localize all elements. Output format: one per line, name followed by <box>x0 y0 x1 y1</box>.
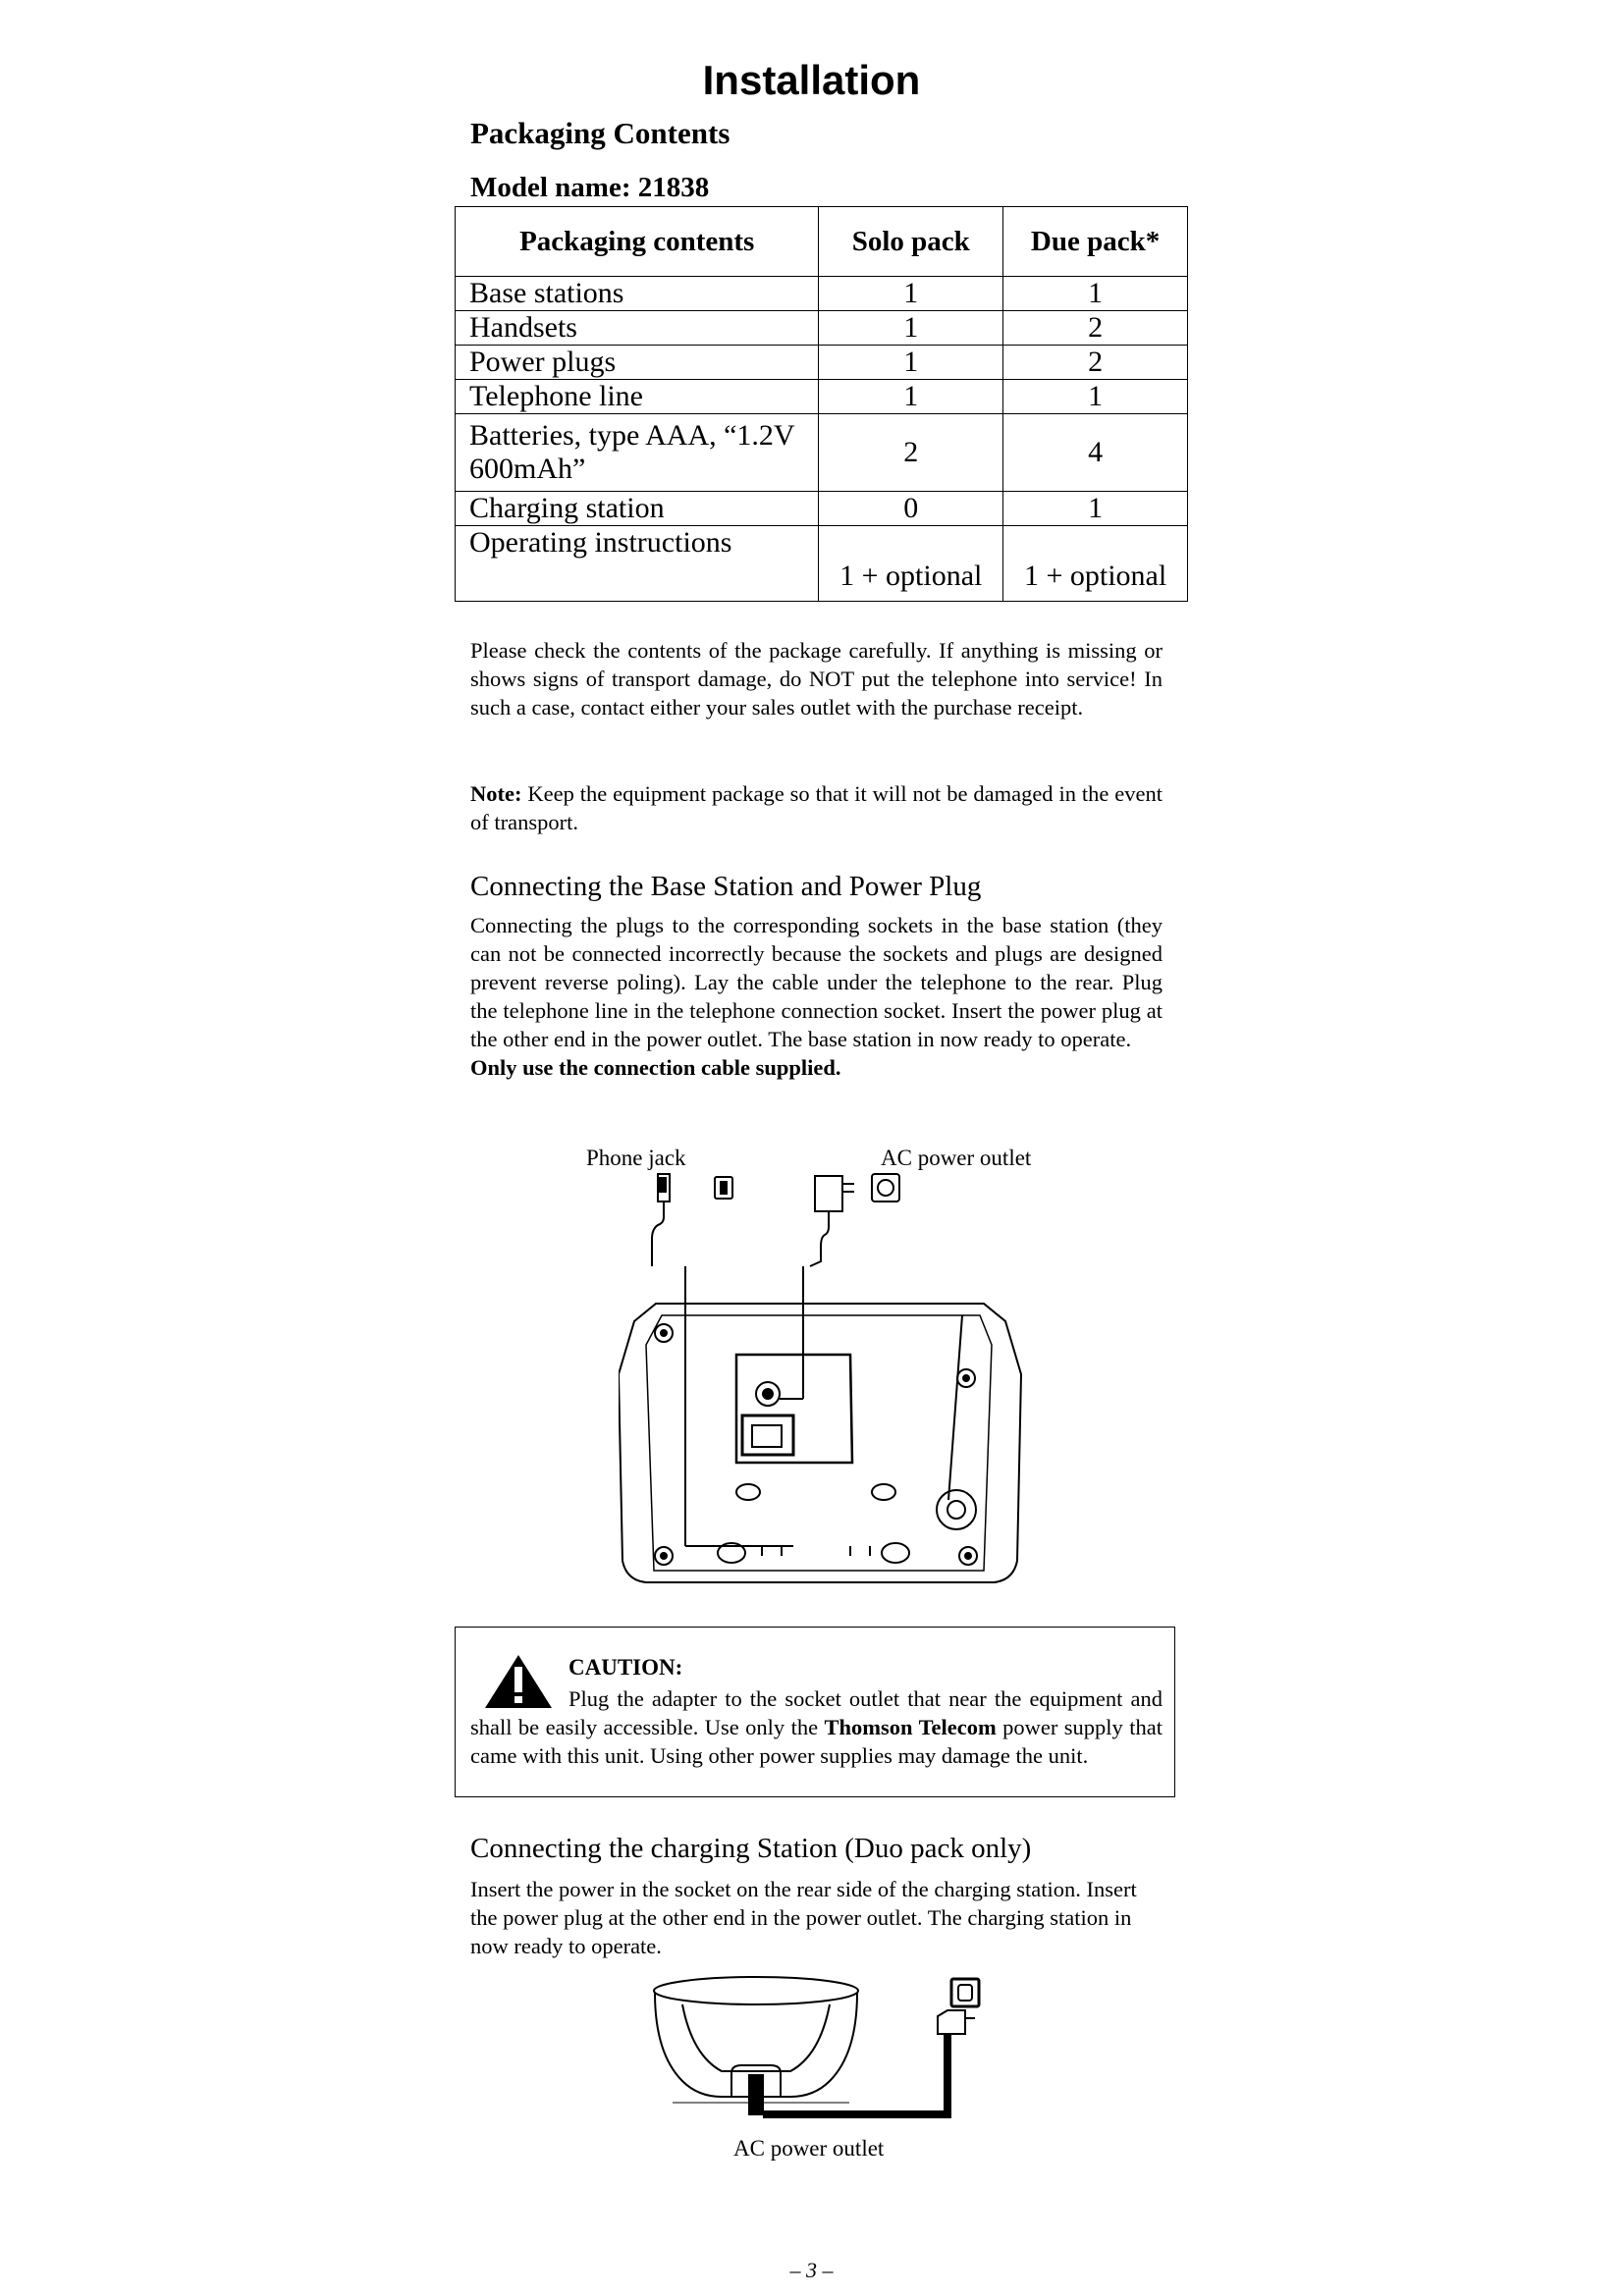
solo-cell: 0 <box>819 492 1003 526</box>
table-header-row <box>456 207 1188 277</box>
section-heading-packaging: Packaging Contents <box>470 116 730 150</box>
solo-cell: 2 <box>819 414 1003 492</box>
cable-warning: Only use the connection cable supplied. <box>470 1055 841 1080</box>
section-heading-charging-station: Connecting the charging Station (Duo pack only) <box>470 1833 1032 1864</box>
solo-cell: 1 + optional <box>819 526 1003 602</box>
note-text: Keep the equipment package so that it will not be damaged in the event of transport. <box>470 781 1163 834</box>
caution-text-part: Plug the adapter to the socket outlet that near the equipment and shall be easily accessible. Use only the <box>470 1686 1163 1739</box>
item-cell: Charging station <box>456 492 819 526</box>
item-cell: Batteries, type AAA, “1.2V 600mAh” <box>456 414 819 492</box>
table-row <box>456 380 1188 414</box>
column-header: Packaging contents <box>456 207 819 277</box>
item-cell: Power plugs <box>456 346 819 380</box>
charging-station-diagram <box>653 1975 992 2142</box>
table-row <box>456 277 1188 311</box>
table-row <box>456 492 1188 526</box>
item-cell: Telephone line <box>456 380 819 414</box>
check-contents-paragraph: Please check the contents of the package carefully. If anything is missing or shows signs of transport damage, do NOT put the telephone into service! In such a case, contact either your sales outlet with the purchase receipt. <box>470 638 1163 720</box>
section-heading-base-station: Connecting the Base Station and Power Plug <box>470 871 982 902</box>
table-row <box>456 311 1188 346</box>
column-header: Due pack* <box>1003 207 1188 277</box>
solo-cell: 1 <box>819 311 1003 346</box>
note-label: Note: <box>470 781 522 806</box>
base-station-diagram <box>619 1158 1031 1610</box>
note-paragraph <box>470 779 1163 836</box>
duo-cell: 1 <box>1003 380 1188 414</box>
duo-cell: 1 <box>1003 277 1188 311</box>
page-title: Installation <box>702 57 921 103</box>
item-cell: Base stations <box>456 277 819 311</box>
page-number: – 3 – <box>789 2258 834 2282</box>
label-charging-ac-outlet: AC power outlet <box>733 2136 885 2161</box>
duo-cell: 2 <box>1003 311 1188 346</box>
charging-station-paragraph: Insert the power in the socket on the rear side of the charging station. Insert the power plug at the other end in the power outlet. The charging station in now ready to operate. <box>470 1877 1137 1958</box>
caution-text <box>470 1684 1163 1770</box>
table-row <box>456 346 1188 380</box>
solo-cell: 1 <box>819 277 1003 311</box>
duo-cell: 2 <box>1003 346 1188 380</box>
caution-box <box>455 1627 1175 1797</box>
column-header: Solo pack <box>819 207 1003 277</box>
caution-text-part: power supply that came with this unit. Using other power supplies may damage the unit. <box>470 1715 1163 1768</box>
label-ac-power-outlet: AC power outlet <box>881 1146 1032 1170</box>
item-cell: Handsets <box>456 311 819 346</box>
duo-cell: 1 <box>1003 492 1188 526</box>
brand-name: Thomson Telecom <box>824 1715 997 1739</box>
label-phone-jack: Phone jack <box>586 1146 686 1170</box>
duo-cell: 4 <box>1003 414 1188 492</box>
table-row <box>456 414 1188 492</box>
base-station-paragraph <box>470 911 1163 1082</box>
item-cell: Operating instructions <box>456 526 819 602</box>
solo-cell: 1 <box>819 346 1003 380</box>
solo-cell: 1 <box>819 380 1003 414</box>
table-row <box>456 526 1188 602</box>
duo-cell: 1 + optional <box>1003 526 1188 602</box>
caution-title: CAUTION: <box>568 1655 683 1680</box>
model-name: Model name: 21838 <box>470 172 710 203</box>
packaging-table <box>455 206 1188 602</box>
base-station-text: Connecting the plugs to the corresponding sockets in the base station (they can not be connected incorrectly because the sockets and plugs are designed prevent reverse poling). Lay the cable under the telephone to the rear. Plug the telephone line in the telephone connection socket. Insert the power plug at the other end in the power outlet. The base station in now ready to operate. <box>470 913 1163 1051</box>
